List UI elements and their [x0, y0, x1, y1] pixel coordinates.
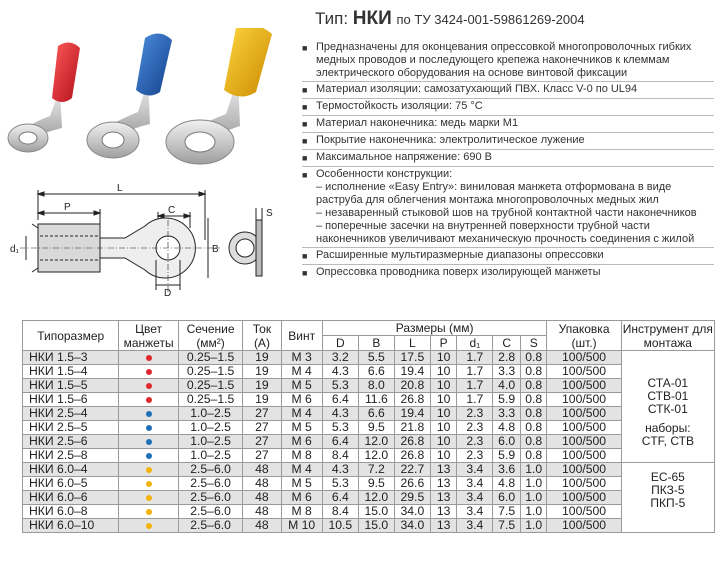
cell-P: 10 — [430, 407, 456, 421]
cell-C: 4.8 — [493, 477, 521, 491]
cell-P: 13 — [430, 463, 456, 477]
cell-S: 0.8 — [520, 435, 547, 449]
blue-dot-icon — [146, 425, 152, 431]
cell-screw: М 4 — [281, 407, 322, 421]
table-row — [23, 365, 715, 379]
cell-C: 2.8 — [493, 351, 521, 365]
dim-label-B: B — [212, 244, 219, 255]
cell-L: 19.4 — [394, 365, 430, 379]
cell-color — [119, 351, 178, 365]
cell-C: 6.0 — [493, 435, 521, 449]
tool-name: СТВ-01 — [647, 389, 689, 403]
cell-size: НКИ 6.0–6 — [23, 491, 119, 505]
table-row — [23, 407, 715, 421]
bullet-icon: ■ — [302, 102, 308, 112]
dim-label-S: S — [266, 208, 273, 219]
cell-P: 13 — [430, 505, 456, 519]
property-item — [302, 167, 714, 248]
cell-d1: 1.7 — [457, 365, 493, 379]
col-pack: Упаковка (шт.) — [547, 321, 621, 351]
tool-name: наборы: — [645, 421, 691, 435]
cell-screw: М 4 — [281, 463, 322, 477]
bullet-icon: ■ — [302, 170, 308, 180]
blue-terminal — [87, 33, 172, 158]
col-dim: L — [394, 336, 430, 351]
cell-B: 11.6 — [358, 393, 394, 407]
technical-drawing — [0, 180, 300, 298]
cell-B: 8.0 — [358, 379, 394, 393]
table-row — [23, 421, 715, 435]
tools-group-2 — [621, 463, 714, 533]
cell-color — [119, 393, 178, 407]
cell-current: 27 — [243, 449, 281, 463]
tool-name: СТК-01 — [647, 402, 688, 416]
cell-C: 7.5 — [493, 519, 521, 533]
col-screw: Винт — [281, 321, 322, 351]
col-dim: d₁ — [457, 336, 493, 351]
cell-size: НКИ 2.5–4 — [23, 407, 119, 421]
table-row — [23, 519, 715, 533]
bullet-icon: ■ — [302, 268, 308, 278]
cell-P: 10 — [430, 421, 456, 435]
cell-screw: М 5 — [281, 379, 322, 393]
cell-screw: М 6 — [281, 393, 322, 407]
cell-B: 9.5 — [358, 421, 394, 435]
cell-color — [119, 477, 178, 491]
cell-current: 48 — [243, 505, 281, 519]
property-text: Термостойкость изоляции: 75 °С — [316, 100, 483, 112]
yellow-dot-icon — [146, 509, 152, 515]
red-terminal — [8, 42, 80, 152]
bullet-icon: ■ — [302, 43, 308, 53]
cell-L: 26.8 — [394, 393, 430, 407]
cell-L: 26.8 — [394, 449, 430, 463]
bullet-icon: ■ — [302, 153, 308, 163]
tool-name: ПКЗ-5 — [651, 483, 685, 497]
cell-screw: М 6 — [281, 491, 322, 505]
cell-D: 6.4 — [322, 491, 358, 505]
cell-D: 4.3 — [322, 407, 358, 421]
cell-pack: 100/500 — [547, 477, 621, 491]
cell-D: 6.4 — [322, 393, 358, 407]
cell-current: 19 — [243, 379, 281, 393]
cell-color — [119, 505, 178, 519]
property-text: Материал наконечника: медь марки М1 — [316, 117, 519, 129]
cell-pack: 100/500 — [547, 491, 621, 505]
tool-name: ПКП-5 — [650, 496, 686, 510]
cell-L: 21.8 — [394, 421, 430, 435]
red-dot-icon — [146, 355, 152, 361]
cell-C: 5.9 — [493, 449, 521, 463]
cell-section: 2.5–6.0 — [178, 519, 243, 533]
cell-size: НКИ 1.5–6 — [23, 393, 119, 407]
cell-C: 6.0 — [493, 491, 521, 505]
cell-size: НКИ 6.0–10 — [23, 519, 119, 533]
cell-section: 1.0–2.5 — [178, 435, 243, 449]
cell-section: 0.25–1.5 — [178, 379, 243, 393]
cell-current: 48 — [243, 463, 281, 477]
cell-d1: 1.7 — [457, 393, 493, 407]
table-row — [23, 449, 715, 463]
dim-label-L: L — [117, 183, 123, 194]
cell-current: 19 — [243, 351, 281, 365]
cell-current: 48 — [243, 477, 281, 491]
cell-P: 10 — [430, 393, 456, 407]
col-dim: D — [322, 336, 358, 351]
yellow-dot-icon — [146, 495, 152, 501]
cell-d1: 3.4 — [457, 477, 493, 491]
dim-label-d1: d₁ — [10, 244, 19, 255]
cell-C: 3.6 — [493, 463, 521, 477]
dim-label-C: C — [168, 205, 176, 216]
cell-S: 0.8 — [520, 379, 547, 393]
table-row — [23, 393, 715, 407]
property-text: Максимальное напряжение: 690 В — [316, 151, 492, 163]
col-tool: Инструмент для монтажа — [622, 321, 713, 350]
cell-P: 10 — [430, 435, 456, 449]
cell-C: 3.3 — [493, 365, 521, 379]
cell-d1: 2.3 — [457, 449, 493, 463]
cell-size: НКИ 6.0–8 — [23, 505, 119, 519]
yellow-terminal — [166, 28, 272, 164]
cell-D: 4.3 — [322, 463, 358, 477]
cell-current: 48 — [243, 491, 281, 505]
dim-label-D: D — [164, 288, 172, 298]
col-dim: P — [430, 336, 456, 351]
property-item — [302, 99, 714, 116]
cell-D: 4.3 — [322, 365, 358, 379]
cell-P: 13 — [430, 519, 456, 533]
cell-C: 7.5 — [493, 505, 521, 519]
cell-section: 0.25–1.5 — [178, 393, 243, 407]
tools-group-1 — [621, 351, 714, 463]
cell-d1: 3.4 — [457, 519, 493, 533]
cell-section: 1.0–2.5 — [178, 421, 243, 435]
cell-C: 3.3 — [493, 407, 521, 421]
red-dot-icon — [146, 397, 152, 403]
cell-d1: 1.7 — [457, 351, 493, 365]
cell-size: НКИ 1.5–4 — [23, 365, 119, 379]
cell-d1: 1.7 — [457, 379, 493, 393]
cell-P: 10 — [430, 379, 456, 393]
cell-B: 6.6 — [358, 365, 394, 379]
cell-color — [119, 449, 178, 463]
cell-section: 2.5–6.0 — [178, 477, 243, 491]
cell-S: 0.8 — [520, 365, 547, 379]
cell-B: 6.6 — [358, 407, 394, 421]
cell-screw: М 3 — [281, 351, 322, 365]
cell-pack: 100/500 — [547, 407, 621, 421]
cell-size: НКИ 6.0–4 — [23, 463, 119, 477]
cell-L: 26.6 — [394, 477, 430, 491]
cell-color — [119, 435, 178, 449]
col-current: Ток (А) — [243, 321, 281, 351]
table-row — [23, 477, 715, 491]
cell-d1: 3.4 — [457, 491, 493, 505]
cell-B: 12.0 — [358, 449, 394, 463]
cell-L: 20.8 — [394, 379, 430, 393]
cell-L: 22.7 — [394, 463, 430, 477]
cell-screw: М 5 — [281, 477, 322, 491]
cell-D: 3.2 — [322, 351, 358, 365]
cell-pack: 100/500 — [547, 351, 621, 365]
cell-B: 7.2 — [358, 463, 394, 477]
table-row — [23, 505, 715, 519]
cell-color — [119, 379, 178, 393]
col-size: Типоразмер — [23, 321, 119, 351]
property-text: Материал изоляции: самозатухающий ПВХ. Класс V-0 по UL94 — [316, 83, 638, 95]
cell-S: 1.0 — [520, 463, 547, 477]
cell-pack: 100/500 — [547, 505, 621, 519]
type-name: НКИ — [352, 8, 392, 29]
cell-screw: М 6 — [281, 435, 322, 449]
cell-S: 1.0 — [520, 519, 547, 533]
cell-d1: 2.3 — [457, 435, 493, 449]
cell-D: 8.4 — [322, 505, 358, 519]
cell-section: 2.5–6.0 — [178, 491, 243, 505]
cell-pack: 100/500 — [547, 435, 621, 449]
red-dot-icon — [146, 369, 152, 375]
col-dim: S — [520, 336, 547, 351]
cell-B: 5.5 — [358, 351, 394, 365]
col-dim: C — [493, 336, 521, 351]
cell-current: 19 — [243, 393, 281, 407]
cell-D: 5.3 — [322, 477, 358, 491]
property-item — [302, 265, 714, 281]
tool-name: СТА-01 — [647, 376, 689, 390]
cell-color — [119, 365, 178, 379]
cell-d1: 3.4 — [457, 505, 493, 519]
cell-L: 34.0 — [394, 505, 430, 519]
page-title — [315, 8, 585, 30]
cell-L: 26.8 — [394, 435, 430, 449]
cell-color — [119, 519, 178, 533]
red-dot-icon — [146, 383, 152, 389]
table-row — [23, 379, 715, 393]
blue-dot-icon — [146, 411, 152, 417]
cell-C: 4.0 — [493, 379, 521, 393]
property-subitem: – поперечные засечки на внутренней поверхности трубной части наконечников увеличивают механическую прочность соединения с жилой — [316, 220, 695, 245]
blue-dot-icon — [146, 439, 152, 445]
cell-current: 19 — [243, 365, 281, 379]
cell-pack: 100/500 — [547, 365, 621, 379]
property-text: Расширенные мультиразмерные диапазоны опрессовки — [316, 249, 604, 261]
cell-D: 5.3 — [322, 379, 358, 393]
tool-name: CTF, СТВ — [641, 434, 694, 448]
cell-current: 27 — [243, 435, 281, 449]
properties-list — [302, 40, 714, 281]
cell-d1: 3.4 — [457, 463, 493, 477]
table-row — [23, 435, 715, 449]
bullet-icon: ■ — [302, 119, 308, 129]
cell-current: 48 — [243, 519, 281, 533]
cell-L: 29.5 — [394, 491, 430, 505]
cell-S: 1.0 — [520, 477, 547, 491]
standard-ref: по ТУ 3424-001-59861269-2004 — [396, 12, 585, 27]
bullet-icon: ■ — [302, 251, 308, 261]
cell-screw: М 4 — [281, 365, 322, 379]
cell-size: НКИ 2.5–6 — [23, 435, 119, 449]
cell-L: 17.5 — [394, 351, 430, 365]
table-row — [23, 351, 715, 365]
cell-S: 0.8 — [520, 351, 547, 365]
cell-S: 0.8 — [520, 407, 547, 421]
property-item — [302, 116, 714, 133]
cell-size: НКИ 2.5–8 — [23, 449, 119, 463]
cell-screw: М 5 — [281, 421, 322, 435]
cell-pack: 100/500 — [547, 379, 621, 393]
blue-dot-icon — [146, 453, 152, 459]
property-item — [302, 133, 714, 150]
col-color: Цвет манжеты — [119, 321, 178, 351]
spec-table — [22, 320, 715, 533]
cell-d1: 2.3 — [457, 421, 493, 435]
cell-L: 34.0 — [394, 519, 430, 533]
cell-pack: 100/500 — [547, 421, 621, 435]
bullet-icon: ■ — [302, 136, 308, 146]
cell-P: 13 — [430, 477, 456, 491]
cell-S: 0.8 — [520, 393, 547, 407]
col-section: Сечение (мм²) — [178, 321, 243, 351]
cell-current: 27 — [243, 421, 281, 435]
cell-section: 1.0–2.5 — [178, 407, 243, 421]
cell-pack: 100/500 — [547, 463, 621, 477]
cell-screw: М 8 — [281, 505, 322, 519]
cell-S: 1.0 — [520, 491, 547, 505]
tool-name: ЕС-65 — [650, 470, 685, 484]
cell-P: 10 — [430, 449, 456, 463]
cell-section: 1.0–2.5 — [178, 449, 243, 463]
cell-pack: 100/500 — [547, 393, 621, 407]
cell-P: 10 — [430, 365, 456, 379]
cell-pack: 100/500 — [547, 519, 621, 533]
cell-B: 9.5 — [358, 477, 394, 491]
cell-S: 0.8 — [520, 421, 547, 435]
cell-size: НКИ 2.5–5 — [23, 421, 119, 435]
yellow-dot-icon — [146, 467, 152, 473]
cell-D: 5.3 — [322, 421, 358, 435]
cell-size: НКИ 1.5–3 — [23, 351, 119, 365]
product-photo — [0, 28, 295, 170]
cell-B: 15.0 — [358, 505, 394, 519]
cell-B: 12.0 — [358, 435, 394, 449]
property-subitem: – незаваренный стыковой шов на трубной контактной части наконечников — [316, 207, 697, 219]
property-text: Предназначены для оконцевания опрессовкой многопроволочных гибких медных проводов и последующего крепежа наконечников к клеммам электрического оборудования на основе винтовой фиксации — [316, 41, 692, 79]
cell-D: 6.4 — [322, 435, 358, 449]
cell-section: 2.5–6.0 — [178, 505, 243, 519]
cell-P: 13 — [430, 491, 456, 505]
property-text: Опрессовка проводника поверх изолирующей манжеты — [316, 266, 601, 278]
table-row — [23, 491, 715, 505]
property-item — [302, 150, 714, 167]
cell-S: 1.0 — [520, 505, 547, 519]
dim-label-P: P — [64, 202, 71, 213]
property-text: Особенности конструкции: — [316, 168, 453, 180]
cell-color — [119, 491, 178, 505]
cell-C: 5.9 — [493, 393, 521, 407]
cell-section: 2.5–6.0 — [178, 463, 243, 477]
type-prefix: Тип: — [315, 9, 349, 28]
cell-size: НКИ 6.0–5 — [23, 477, 119, 491]
cell-screw: М 8 — [281, 449, 322, 463]
cell-S: 0.8 — [520, 449, 547, 463]
col-dims: Размеры (мм) — [322, 321, 547, 336]
property-item — [302, 248, 714, 265]
cell-screw: М 10 — [281, 519, 322, 533]
cell-D: 8.4 — [322, 449, 358, 463]
cell-B: 12.0 — [358, 491, 394, 505]
col-dim: B — [358, 336, 394, 351]
cell-section: 0.25–1.5 — [178, 351, 243, 365]
cell-color — [119, 421, 178, 435]
cell-color — [119, 407, 178, 421]
table-row — [23, 463, 715, 477]
cell-color — [119, 463, 178, 477]
cell-section: 0.25–1.5 — [178, 365, 243, 379]
cell-P: 10 — [430, 351, 456, 365]
cell-D: 10.5 — [322, 519, 358, 533]
cell-L: 19.4 — [394, 407, 430, 421]
cell-C: 4.8 — [493, 421, 521, 435]
yellow-dot-icon — [146, 523, 152, 529]
yellow-dot-icon — [146, 481, 152, 487]
cell-B: 15.0 — [358, 519, 394, 533]
property-subitem: – исполнение «Easy Entry»: виниловая манжета отформована в виде раструба для облегчения монтажа многопроволочных медных жил — [316, 181, 672, 206]
property-text: Покрытие наконечника: электролитическое лужение — [316, 134, 585, 146]
cell-current: 27 — [243, 407, 281, 421]
cell-size: НКИ 1.5–5 — [23, 379, 119, 393]
cell-d1: 2.3 — [457, 407, 493, 421]
cell-pack: 100/500 — [547, 449, 621, 463]
bullet-icon: ■ — [302, 85, 308, 95]
property-item — [302, 82, 714, 99]
property-item — [302, 40, 714, 82]
